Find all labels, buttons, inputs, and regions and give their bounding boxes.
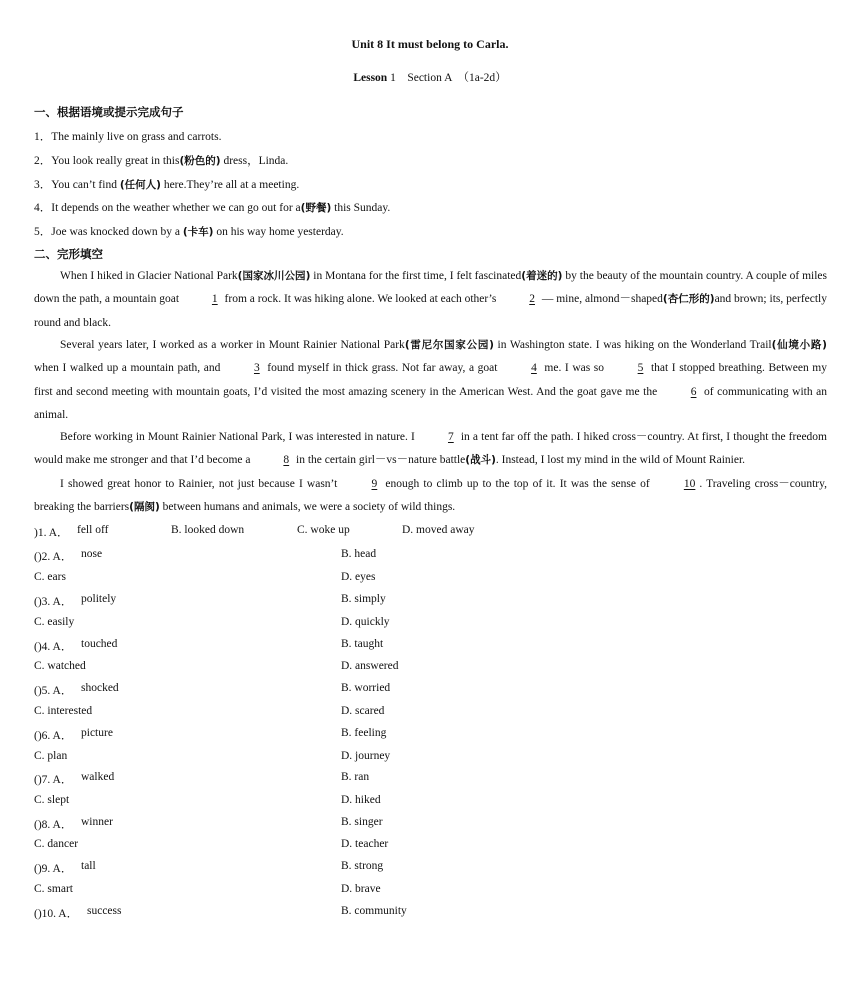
chinese-hint: (国家冰川公园) bbox=[237, 270, 311, 282]
sentence-number: 3． bbox=[34, 179, 52, 191]
question-9-option-a[interactable]: tall bbox=[81, 860, 96, 872]
question-8-option-d[interactable]: D. teacher bbox=[341, 838, 389, 850]
blank-1: 1 bbox=[211, 293, 218, 306]
question-10-option-a[interactable]: success bbox=[87, 905, 122, 917]
sentence-4 bbox=[34, 199, 390, 215]
question-5-option-c[interactable]: C. interested bbox=[34, 705, 93, 717]
chinese-hint: (隔阂) bbox=[129, 501, 160, 514]
question-5-option-a[interactable]: shocked bbox=[81, 682, 119, 694]
question-3-option-a[interactable]: politely bbox=[81, 593, 117, 605]
sentence-text: on his way home yesterday. bbox=[213, 226, 344, 238]
sentence-text: dress，Linda. bbox=[220, 155, 289, 167]
question-2-number: ()2. A． bbox=[34, 551, 73, 563]
question-2-option-c[interactable]: C. ears bbox=[34, 571, 66, 583]
chinese-hint: (杏仁形的) bbox=[662, 293, 715, 306]
question-7-option-b[interactable]: B. ran bbox=[341, 771, 370, 783]
question-7-option-a[interactable]: walked bbox=[81, 771, 115, 783]
chinese-hint: (着迷的) bbox=[521, 270, 563, 282]
question-4-number: ()4. A． bbox=[34, 641, 73, 653]
sentence-2 bbox=[34, 152, 288, 168]
blank-8: 8 bbox=[283, 454, 290, 467]
sentence-text: this Sunday. bbox=[331, 202, 391, 214]
question-9-option-b[interactable]: B. strong bbox=[341, 860, 384, 872]
question-8-option-c[interactable]: C. dancer bbox=[34, 838, 79, 850]
sentence-text: here.They’re all at a meeting. bbox=[160, 179, 300, 191]
sentence-5 bbox=[34, 223, 344, 239]
blank-5: 5 bbox=[637, 362, 644, 375]
question-7-option-d[interactable]: D. hiked bbox=[341, 794, 381, 806]
sentence-number: 1． bbox=[34, 131, 52, 143]
question-4-option-a[interactable]: touched bbox=[81, 638, 118, 650]
question-3-option-b[interactable]: B. simply bbox=[341, 593, 386, 605]
question-1-option-c[interactable]: C. woke up bbox=[297, 524, 350, 536]
sentence-text: Joe was knocked down by a bbox=[51, 226, 183, 238]
question-6-number: ()6. A． bbox=[34, 730, 73, 742]
lesson-section: 1 Section A （1a-2d） bbox=[387, 72, 507, 84]
blank-2: 2 bbox=[529, 293, 535, 306]
blank-6: 6 bbox=[690, 385, 697, 398]
sentence-number: 4． bbox=[34, 202, 52, 214]
question-6-option-a[interactable]: picture bbox=[81, 727, 113, 739]
question-7-number: ()7. A． bbox=[34, 774, 73, 786]
chinese-hint: (卡车) bbox=[182, 226, 214, 238]
question-5-option-d[interactable]: D. scared bbox=[341, 705, 385, 717]
chinese-hint: (雷尼尔国家公园) bbox=[404, 339, 494, 351]
chinese-hint: (野餐) bbox=[300, 202, 332, 214]
sentence-text: It depends on the weather whether we can go out for a bbox=[51, 202, 301, 214]
chinese-hint: (粉色的) bbox=[179, 155, 221, 167]
blank-3: 3 bbox=[253, 362, 260, 375]
question-5-option-b[interactable]: B. worried bbox=[341, 682, 391, 694]
sentence-number: 5． bbox=[34, 226, 52, 238]
page-title: Unit 8 It must belong to Carla. bbox=[351, 37, 509, 51]
part2-heading: 二、完形填空 bbox=[34, 247, 103, 261]
question-8-number: ()8. A． bbox=[34, 819, 73, 831]
passage-paragraph-1: When I hiked in Glacier National Park(国家冰川公园) in Montana for the first time, I felt fascinated(着迷的) by the beauty of the mountain country. A couple of miles down the path, a mountain goat 1 from a rock. It was hiking alone. We looked at each other’s 2 — mine, almond－shaped(杏仁形的)and brown; its, perfectly round and black. bbox=[34, 270, 827, 329]
question-9-number: ()9. A． bbox=[34, 863, 73, 875]
question-6-option-d[interactable]: D. journey bbox=[341, 750, 391, 762]
question-1-option-b[interactable]: B. looked down bbox=[171, 524, 245, 536]
question-6-option-b[interactable]: B. feeling bbox=[341, 727, 387, 739]
chinese-hint: (战斗) bbox=[465, 454, 496, 467]
question-1-number: )1. A． bbox=[34, 527, 69, 539]
question-3-option-c[interactable]: C. easily bbox=[34, 616, 75, 628]
question-9-option-c[interactable]: C. smart bbox=[34, 883, 73, 895]
question-4-option-d[interactable]: D. answered bbox=[341, 660, 399, 672]
question-6-option-c[interactable]: C. plan bbox=[34, 750, 68, 762]
blank-4: 4 bbox=[531, 362, 537, 375]
sentence-text: You look really great in this bbox=[51, 155, 180, 167]
sentence-text: The mainly live on grass and carrots. bbox=[51, 131, 222, 143]
question-1-option-a[interactable]: fell off bbox=[77, 524, 109, 536]
blank-9: 9 bbox=[371, 478, 378, 490]
passage-paragraph-3: Before working in Mount Rainier National Park, I was interested in nature. I 7 in a tent far off the path. I hiked cross－country. At first, I thought the freedom would make me stronger and that I’d become a 8 in the certain girl－vs－nature battle(战斗). Instead, I lost my mind in the wild of Mount Rainier. bbox=[34, 426, 827, 473]
passage-paragraph-4: I showed great honor to Rainier, not just because I wasn’t 9 enough to climb up to the top of it. It was the sense of 10 . Traveling cross－country, breaking the barriers(隔阂) between humans and animals, we were a society of wild things. bbox=[34, 473, 827, 520]
sentence-3 bbox=[34, 176, 299, 192]
lesson-label: Lesson bbox=[353, 72, 388, 84]
question-4-option-b[interactable]: B. taught bbox=[341, 638, 384, 650]
question-2-option-a[interactable]: nose bbox=[81, 548, 103, 560]
question-10-number: ()10. A． bbox=[34, 908, 79, 920]
question-7-option-c[interactable]: C. slept bbox=[34, 794, 70, 806]
blank-7: 7 bbox=[447, 431, 454, 443]
question-10-option-b[interactable]: B. community bbox=[341, 905, 407, 917]
question-4-option-c[interactable]: C. watched bbox=[34, 660, 86, 672]
question-3-option-d[interactable]: D. quickly bbox=[341, 616, 390, 628]
sentence-number: 2． bbox=[34, 155, 52, 167]
question-9-option-d[interactable]: D. brave bbox=[341, 883, 381, 895]
part1-heading: 一、根据语境或提示完成句子 bbox=[34, 105, 184, 119]
passage-paragraph-2: Several years later, I worked as a worker in Mount Rainier National Park(雷尼尔国家公园) in Washington state. I was hiking on the Wonderland Trail(仙境小路) when I walked up a mountain path, and 3 found myself in thick grass. Not far away, a goat 4 me. I was so 5 that I stopped breathing. Between my first and second meeting with mountain goats, I’d visited the most amazing scenery in the American West. And the goat gave me the 6 of communicating with an animal. bbox=[34, 339, 827, 421]
question-3-number: ()3. A． bbox=[34, 596, 73, 608]
chinese-hint: (任何人) bbox=[119, 179, 161, 191]
blank-10: 10 bbox=[683, 478, 696, 490]
question-2-option-d[interactable]: D. eyes bbox=[341, 571, 376, 583]
sentence-1 bbox=[34, 128, 221, 144]
lesson-subtitle bbox=[0, 69, 860, 85]
chinese-hint: (仙境小路) bbox=[771, 339, 827, 351]
question-8-option-a[interactable]: winner bbox=[81, 816, 113, 828]
question-5-number: ()5. A． bbox=[34, 685, 73, 697]
sentence-text: You can’t find bbox=[51, 179, 120, 191]
question-2-option-b[interactable]: B. head bbox=[341, 548, 377, 560]
question-8-option-b[interactable]: B. singer bbox=[341, 816, 383, 828]
question-1-option-d[interactable]: D. moved away bbox=[402, 524, 475, 536]
